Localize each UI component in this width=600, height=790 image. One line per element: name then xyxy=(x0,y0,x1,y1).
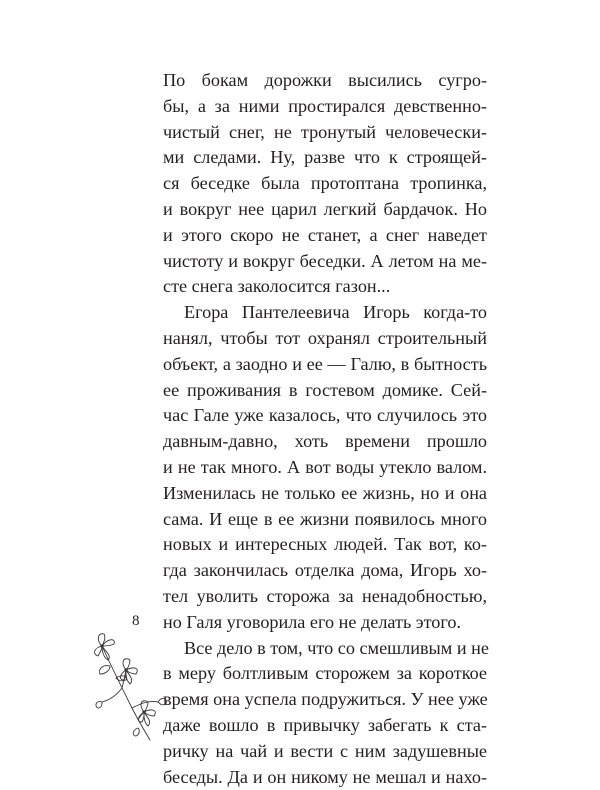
text-line-paragraph-start: Все дело в том, что со смешливым и не xyxy=(184,637,489,658)
text-line: По бокам дорожки высились сугро- xyxy=(163,70,487,90)
text-line: объект, а заодно и ее — Галю, в бытность xyxy=(163,353,487,374)
body-text xyxy=(163,68,487,790)
page-number: 8 xyxy=(132,613,140,629)
text-line: Изменилась не только ее жизнь, но и она xyxy=(163,482,487,503)
text-line: беседы. Да и он никому не мешал и нахо- xyxy=(163,766,487,787)
text-line-paragraph-end: но Галя уговорила его не делать этого. xyxy=(163,611,462,632)
text-line: даже вошло в привычку забегать к ста- xyxy=(163,714,487,735)
text-line: и этого скоро не станет, а снег наведет xyxy=(163,224,487,245)
text-line: новых и интересных людей. Так вот, ко- xyxy=(163,534,487,555)
text-line: ее проживания в гостевом домике. Сей- xyxy=(163,379,487,400)
text-line: давным-давно, хоть времени прошло xyxy=(163,431,487,452)
flower-sprig-icon xyxy=(92,630,170,742)
text-line: время она успела подружиться. У нее уже xyxy=(163,689,488,710)
text-line: час Гале уже казалось, что случилось это xyxy=(163,405,487,426)
text-line: сама. И еще в ее жизни появилось много xyxy=(163,508,487,529)
text-line: гда закончилась отделка дома, Игорь хо- xyxy=(163,560,487,581)
text-line: ричку на чай и вести с ним задушевные xyxy=(163,740,487,761)
text-line: и не так много. А вот воды утекло валом. xyxy=(163,456,487,477)
text-line-paragraph-end: сте снега заколосится газон... xyxy=(163,276,391,297)
text-line: чистоту и вокруг беседки. А летом на ме- xyxy=(163,250,487,271)
text-line: бы, а за ними простирался девственно- xyxy=(163,95,487,116)
text-line: ся беседке была протоптана тропинка, xyxy=(163,173,487,194)
text-line: и вокруг нее царил легкий бардачок. Но xyxy=(163,198,487,219)
text-line: чистый снег, не тронутый человечески- xyxy=(163,121,487,142)
text-line: тел уволить сторожа за ненадобностью, xyxy=(163,585,487,606)
text-line: нанял, чтобы тот охранял строительный xyxy=(163,327,487,348)
text-line-paragraph-start: Егора Пантелеевича Игорь когда-то xyxy=(184,302,487,323)
text-line: ми следами. Ну, разве что к строящей- xyxy=(163,147,487,168)
text-line: в меру болтливым сторожем за короткое xyxy=(163,663,487,684)
